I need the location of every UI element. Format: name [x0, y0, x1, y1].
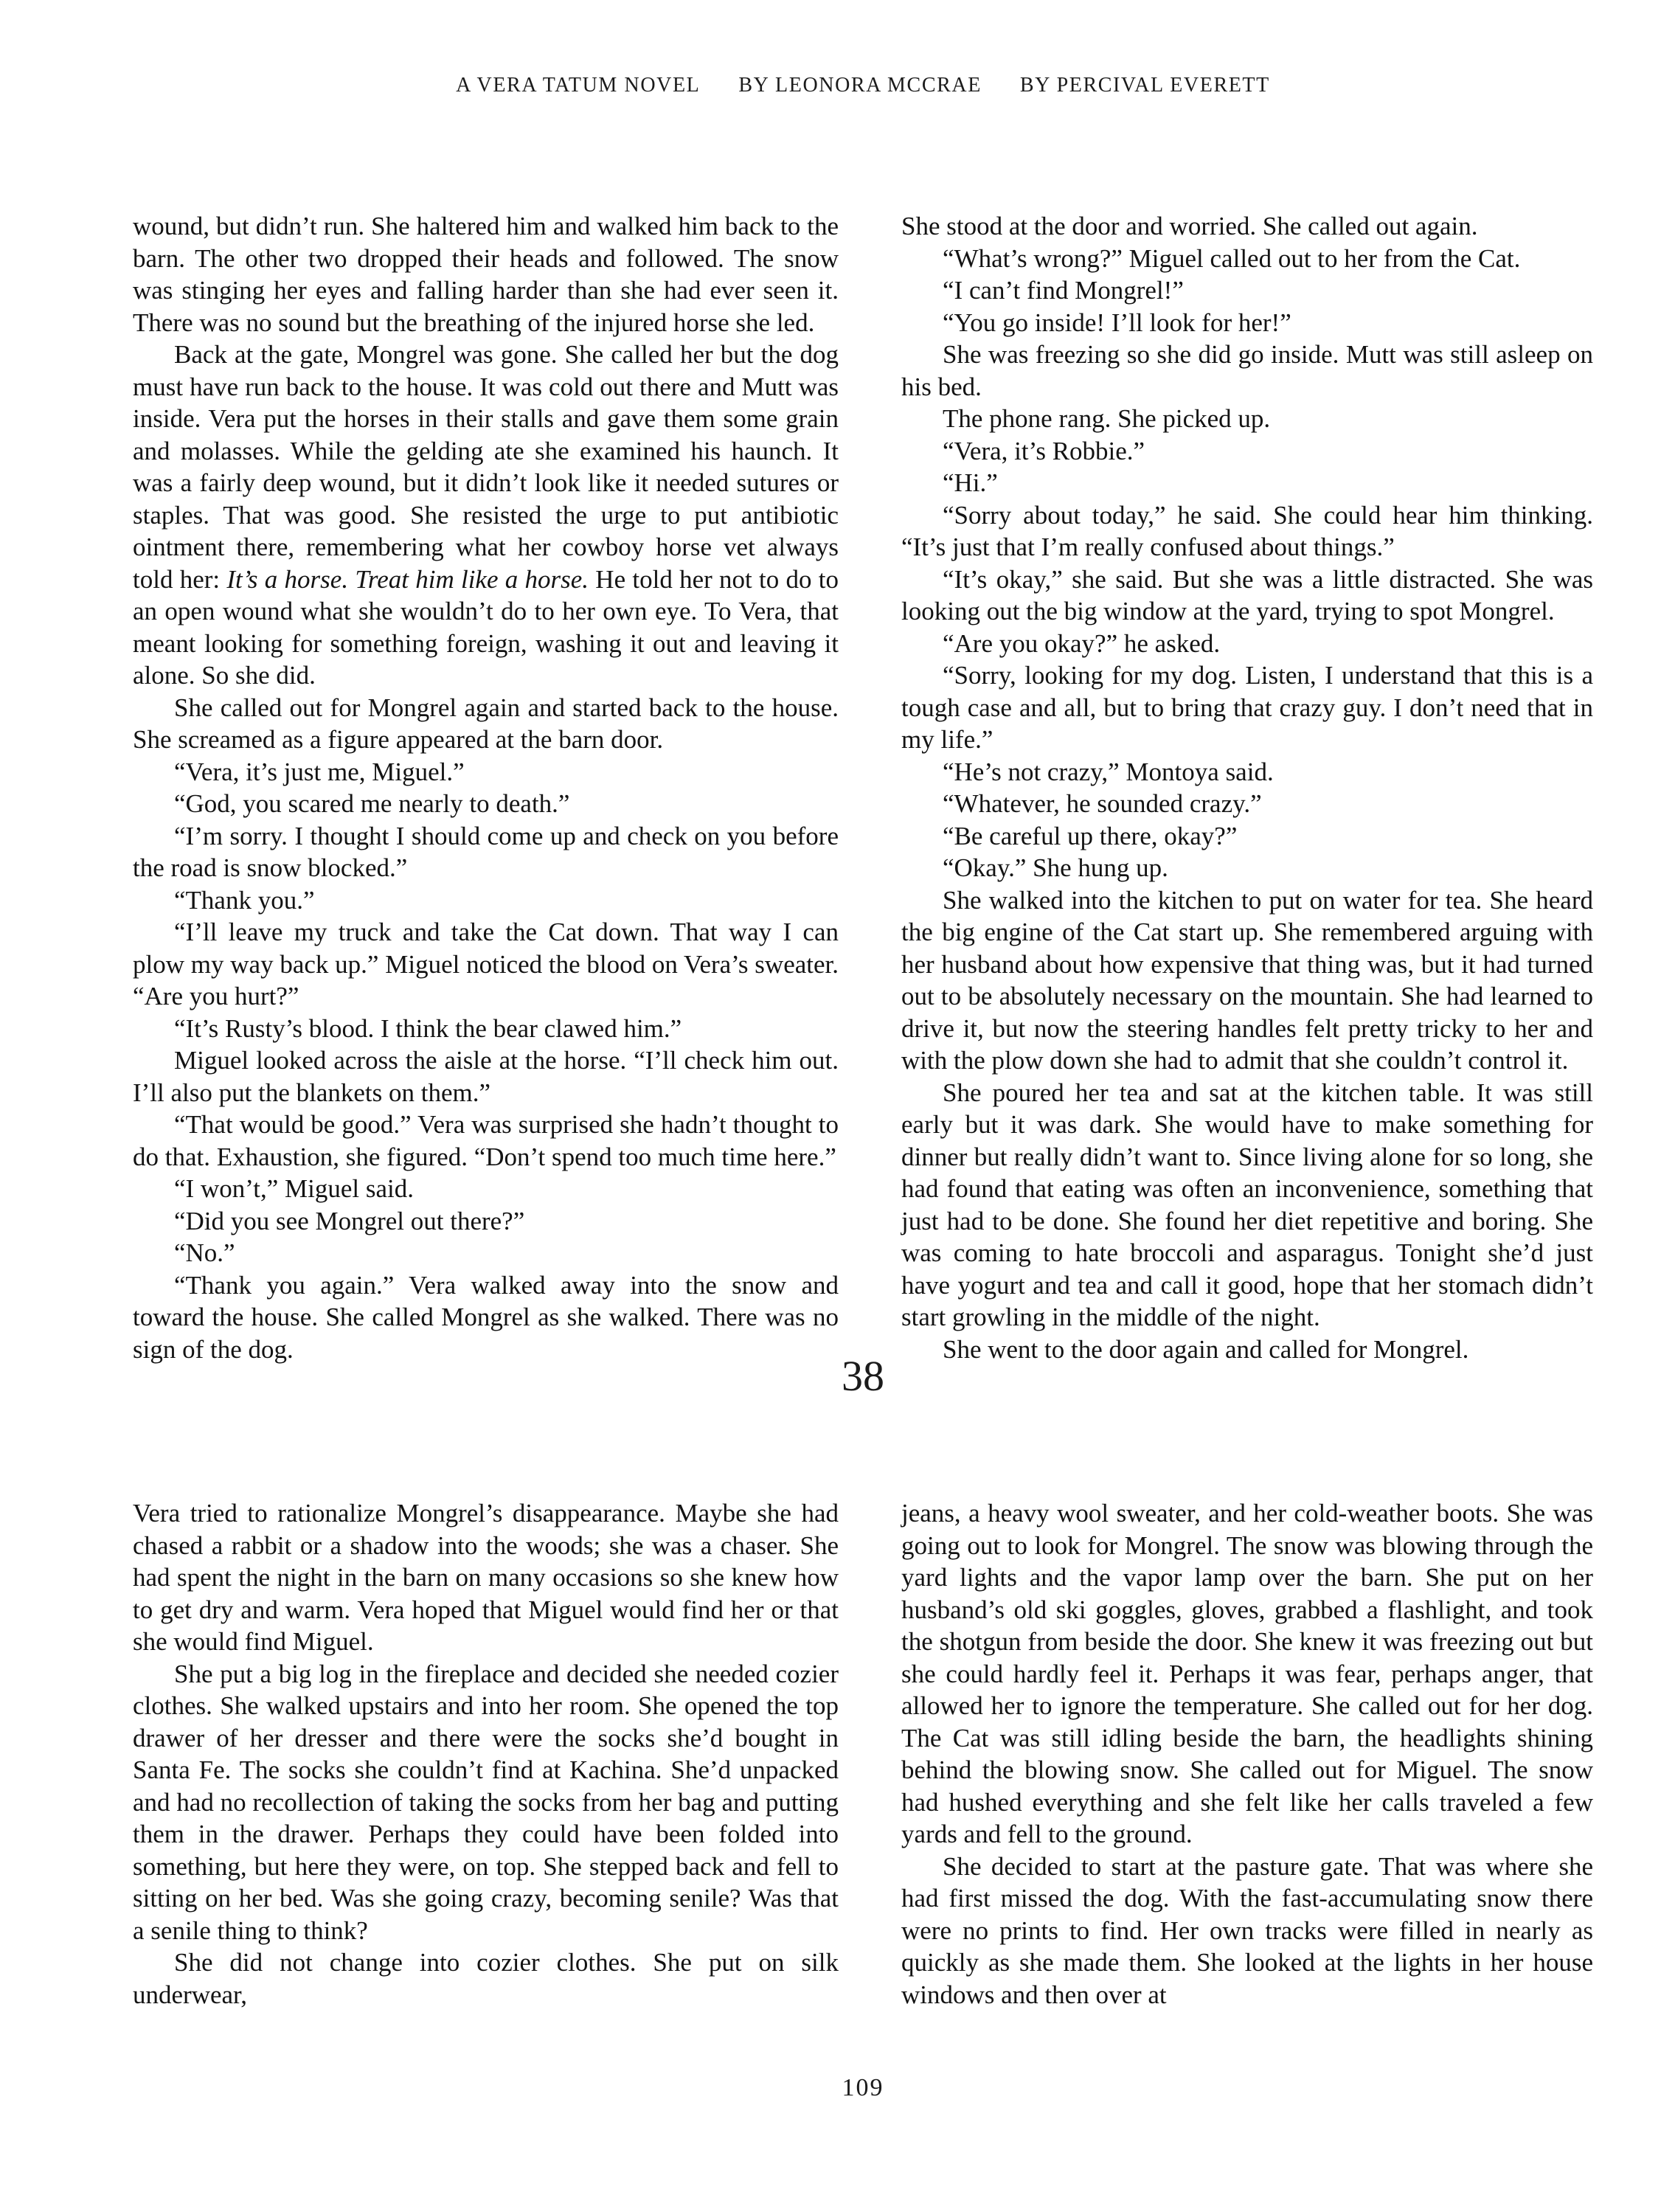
paragraph — [133, 884, 839, 917]
text-run: Vera tried to rationalize Mongrel’s disappearance. Maybe she had chased a rabbit or a shadow into the woods; she was a chaser. She had spent the night in the barn on many occasions so she knew how to get dry and warm. Vera hoped that Miguel would find her or that she would find Miguel. — [133, 1499, 839, 1656]
paragraph — [901, 435, 1593, 468]
paragraph — [133, 1658, 839, 1947]
paragraph — [901, 1497, 1593, 1851]
paragraph — [901, 307, 1593, 339]
paragraph — [133, 820, 839, 884]
paragraph — [133, 1237, 839, 1269]
text-run: She was freezing so she did go inside. Mutt was still asleep on his bed. — [901, 340, 1593, 401]
page-number: 109 — [842, 2074, 884, 2101]
text-run: “God, you scared me nearly to death.” — [174, 789, 570, 818]
paragraph — [133, 692, 839, 756]
paragraph — [133, 756, 839, 788]
text-run: “Sorry about today,” he said. She could hear him thinking. “It’s just that I’m really confused about things.” — [901, 500, 1593, 561]
paragraph — [133, 1946, 839, 2011]
paragraph — [133, 339, 839, 692]
paragraph — [133, 1497, 839, 1658]
text-run: “It’s Rusty’s blood. I think the bear clawed him.” — [174, 1013, 682, 1043]
text-run: jeans, a heavy wool sweater, and her cold-weather boots. She was going out to look for Mongrel. The snow was blowing through the yard lights and the vapor lamp over the barn. She put on her husband’s old ski goggles, gloves, grabbed a flashlight, and took the shotgun from beside the door. She knew it was freezing out but she could hardly feel it. Perhaps it was fear, perhaps anger, that allowed her to ignore the temperature. She called out for her dog. The Cat was still idling beside the barn, the headlights shining behind the blowing snow. She called out for Miguel. The snow had hushed everything and she felt like her calls traveled a few yards and fell to the ground. — [901, 1499, 1593, 1848]
text-run: “Thank you again.” Vera walked away into the snow and toward the house. She called Mongrel as she walked. There was no sign of the dog. — [133, 1270, 839, 1364]
paragraph — [901, 884, 1593, 1077]
text-run: “Whatever, he sounded crazy.” — [943, 789, 1262, 818]
paragraph — [901, 274, 1593, 307]
text-run: “Hi.” — [943, 468, 998, 497]
paragraph — [133, 1205, 839, 1238]
text-column-top-left — [133, 210, 839, 1365]
text-run: “Okay.” She hung up. — [943, 853, 1168, 882]
paragraph — [133, 1044, 839, 1109]
paragraph — [901, 788, 1593, 820]
text-run: “Did you see Mongrel out there?” — [174, 1206, 525, 1235]
paragraph — [901, 564, 1593, 628]
text-run: “I can’t find Mongrel!” — [943, 276, 1184, 305]
text-run: She put a big log in the fireplace and decided she needed cozier clothes. She walked upstairs and into her room. She opened the top drawer of her dresser and there were the socks she’d bought in Santa Fe. The socks she couldn’t find at Kachina. She’d unpacked and had no recollection of taking the socks from her bag and putting them in the drawer. Perhaps they could have been folded into something, but here they were, on top. She stepped back and fell to sitting on her bed. Was she going crazy, becoming senile? Was that a senile thing to think? — [133, 1659, 839, 1945]
paragraph — [901, 467, 1593, 499]
paragraph — [901, 756, 1593, 788]
text-run: wound, but didn’t run. She haltered him and walked him back to the barn. The other two dropped their heads and followed. The snow was stinging her eyes and falling harder than she had ever seen it. There was no sound but the breathing of the injured horse she led. — [133, 212, 839, 337]
text-run: Miguel looked across the aisle at the horse. “I’ll check him out. I’ll also put the blankets on them.” — [133, 1046, 839, 1107]
text-column-bottom-left — [133, 1497, 839, 2011]
running-header-author-fictional: BY LEONORA MCCRAE — [738, 74, 982, 97]
text-run: She did not change into cozier clothes. She put on silk underwear, — [133, 1948, 839, 2009]
text-run: “Vera, it’s just me, Miguel.” — [174, 757, 465, 786]
paragraph — [133, 1013, 839, 1045]
text-run: “Thank you.” — [174, 885, 315, 915]
text-run: “You go inside! I’ll look for her!” — [943, 308, 1291, 337]
paragraph — [901, 403, 1593, 435]
text-run: She poured her tea and sat at the kitchen table. It was still early but it was dark. She would have to make something for dinner but really didn’t want to. Since living alone for so long, she had found that eating was often an inconvenience, something that just had to be done. She found her diet repetitive and boring. She was coming to hate broccoli and asparagus. Tonight she’d just have yogurt and tea and call it good, hope that her stomach didn’t start growling in the middle of the night. — [901, 1078, 1593, 1331]
paragraph — [133, 1109, 839, 1173]
text-run: She stood at the door and worried. She called out again. — [901, 212, 1478, 240]
text-run: He told her not to do to an open wound what she wouldn’t do to her own eye. To Vera, that meant looking for something foreign, washing it out and leaving it alone. So she did. — [133, 564, 839, 690]
text-run: “Be careful up there, okay?” — [943, 821, 1238, 850]
text-column-bottom-right — [901, 1497, 1593, 2011]
paragraph — [133, 788, 839, 820]
text-run: “He’s not crazy,” Montoya said. — [943, 757, 1274, 786]
paragraph — [901, 628, 1593, 660]
text-run: “I’ll leave my truck and take the Cat down. That way I can plow my way back up.” Miguel noticed the blood on Vera’s sweater. “Are you hurt?” — [133, 918, 839, 1010]
text-run: She walked into the kitchen to put on water for tea. She heard the big engine of the Cat start up. She remembered arguing with her husband about how expensive that thing was, but it had turned out to be absolutely necessary on the mountain. She had learned to drive it, but now the steering handles felt pretty tricky to her and with the plow down she had to admit that she couldn’t control it. — [901, 885, 1593, 1075]
text-run: She went to the door again and called for Mongrel. — [943, 1334, 1469, 1364]
text-run: She decided to start at the pasture gate. That was where she had first missed the dog. With the fast-accumulating snow there were no prints to find. Her own tracks were filled in nearly as quickly as she made them. She looked at the lights in her house windows and then over at — [901, 1851, 1593, 2009]
chapter-number: 38 — [842, 1352, 884, 1400]
italic-text-run: It’s a horse. Treat him like a horse. — [226, 564, 589, 594]
text-run: The phone rang. She picked up. — [943, 404, 1271, 433]
paragraph — [901, 499, 1593, 564]
paragraph — [901, 852, 1593, 884]
text-run: “It’s okay,” she said. But she was a little distracted. She was looking out the big window at the yard, trying to spot Mongrel. — [901, 564, 1593, 625]
text-run: “Sorry, looking for my dog. Listen, I understand that this is a tough case and all, but to bring that crazy guy. I don’t need that in my life.” — [901, 661, 1593, 754]
text-run: Back at the gate, Mongrel was gone. She called her but the dog must have run back to the house. It was cold out there and Mutt was inside. Vera put the horses in their stalls and gave them some grain and molasses. While the gelding ate she examined his haunch. It was a fairly deep wound, but it didn’t look like it needed sutures or staples. That was good. She resisted the urge to put antibiotic ointment there, remembering what her cowboy horse vet always told her: — [133, 340, 839, 594]
text-run: “I won’t,” Miguel said. — [174, 1174, 414, 1203]
text-run: “That would be good.” Vera was surprised she hadn’t thought to do that. Exhaustion, she figured. “Don’t spend too much time here.” — [133, 1110, 839, 1171]
paragraph — [901, 820, 1593, 853]
paragraph — [901, 243, 1593, 275]
paragraph — [901, 210, 1593, 243]
paragraph — [133, 1173, 839, 1205]
running-header-author: BY PERCIVAL EVERETT — [1019, 74, 1270, 97]
paragraph — [901, 1077, 1593, 1334]
paragraph — [901, 339, 1593, 403]
running-header-series: A VERA TATUM NOVEL — [456, 74, 701, 97]
paragraph — [901, 1851, 1593, 2011]
paragraph — [901, 659, 1593, 756]
text-run: “Are you okay?” he asked. — [943, 628, 1221, 658]
text-run: She called out for Mongrel again and started back to the house. She screamed as a figure appeared at the barn door. — [133, 693, 839, 754]
running-header — [133, 74, 1593, 97]
text-run: “I’m sorry. I thought I should come up and check on you before the road is snow blocked.” — [133, 821, 839, 882]
text-run: “What’s wrong?” Miguel called out to her from the Cat. — [943, 243, 1521, 273]
text-run: “No.” — [174, 1238, 235, 1267]
text-column-top-right — [901, 210, 1593, 1365]
paragraph — [133, 916, 839, 1013]
text-run: “Vera, it’s Robbie.” — [943, 436, 1145, 465]
paragraph — [133, 210, 839, 339]
